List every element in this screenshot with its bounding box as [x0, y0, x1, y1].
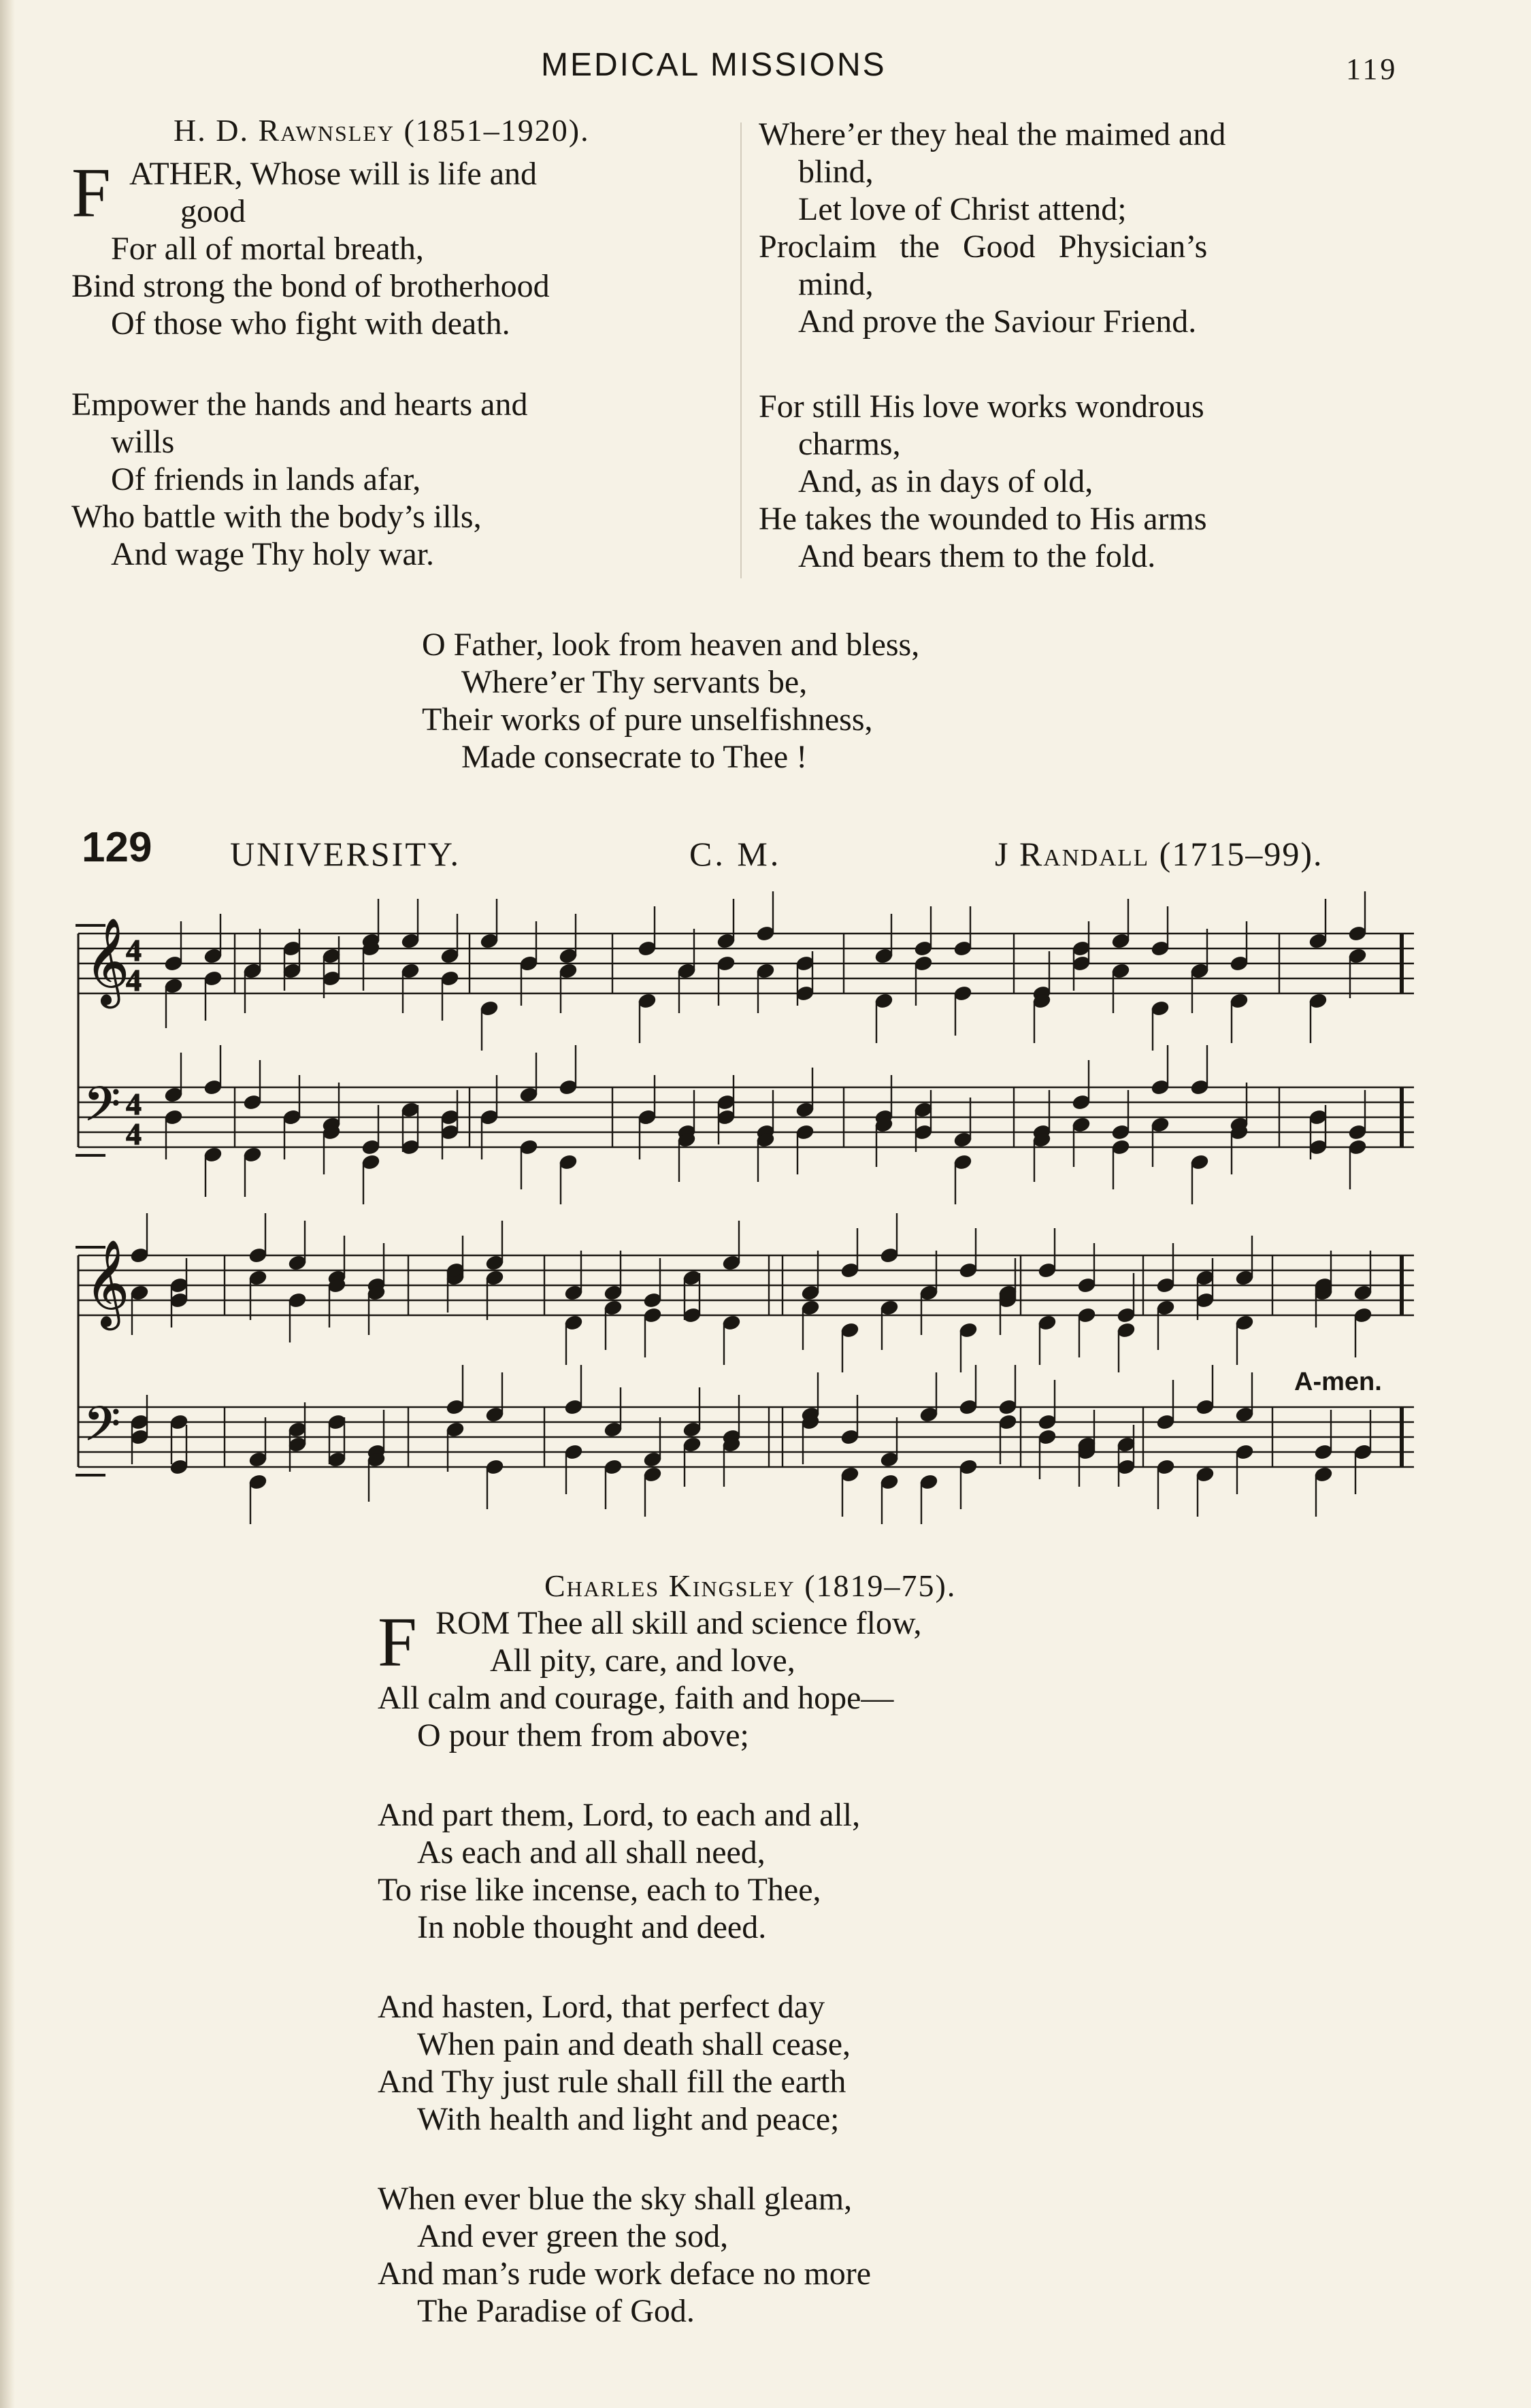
verse-line: And, as in days of old,	[798, 463, 1093, 499]
verse-line: For all of mortal breath,	[111, 231, 424, 267]
time-signature: 4	[126, 1087, 142, 1121]
verse-line: Their works of pure unselfishness,	[422, 702, 873, 738]
verse-line: Where’er Thy servants be,	[461, 664, 808, 700]
verse-line: ROM Thee all skill and science flow,	[435, 1605, 922, 1641]
verse-line: Made consecrate to Thee !	[461, 739, 808, 775]
amen-lyric: A-men.	[1294, 1368, 1382, 1396]
verse-line: All calm and courage, faith and hope—	[378, 1680, 894, 1716]
verse-line: And bears them to the fold.	[798, 538, 1156, 574]
tune-name: UNIVERSITY.	[230, 835, 461, 873]
verse-line: And man’s rude work deface no more	[378, 2256, 872, 2292]
verse-line: Let love of Christ attend;	[798, 191, 1127, 227]
time-signature: 4	[126, 963, 142, 997]
verse-line: good	[180, 193, 246, 229]
verse-line: And prove the Saviour Friend.	[798, 303, 1197, 340]
verse-line: wills	[111, 424, 175, 460]
verse-line: As each and all shall need,	[417, 1834, 766, 1870]
hymn-128-author: H. D. Rawnsley (1851–1920).	[174, 113, 590, 148]
hymn-129-stanza-2	[378, 1796, 956, 1946]
verse-line: Where’er they heal the maimed and	[759, 116, 1226, 152]
treble-clef: 𝄞	[85, 1239, 130, 1326]
meter: C. M.	[689, 835, 782, 873]
hymn-129-stanza-1	[378, 1604, 956, 1679]
verse-line: And ever green the sod,	[417, 2218, 729, 2254]
time-signature: 4	[126, 933, 142, 968]
hymn-129-text	[378, 1567, 956, 2330]
bass-clef: 𝄢	[84, 1396, 121, 1463]
verse-line: Of those who fight with death.	[111, 306, 510, 342]
verse-line: The Paradise of God.	[417, 2293, 695, 2329]
verse-line: blind,	[798, 154, 874, 190]
verse-line: And part them, Lord, to each and all,	[378, 1797, 861, 1833]
verse-line: With health and light and peace;	[417, 2101, 840, 2137]
hymn-129-stanza-3	[378, 1988, 956, 2138]
hymn-129-stanza-4	[378, 2180, 956, 2330]
verse-line: When ever blue the sky shall gleam,	[378, 2181, 853, 2217]
verse-line: And wage Thy holy war.	[111, 536, 435, 572]
verse-line: And Thy just rule shall fill the earth	[378, 2064, 846, 2100]
verse-line: For still His love works wondrous	[759, 389, 1204, 425]
bass-clef: 𝄢	[84, 1076, 121, 1143]
verse-line: In noble thought and deed.	[417, 1909, 767, 1945]
verse-line: ATHER, Whose will is life and	[129, 156, 538, 192]
verse-line: charms,	[798, 426, 901, 462]
verse-line: O Father, look from heaven and bless,	[422, 627, 920, 663]
verse-line: When pain and death shall cease,	[417, 2026, 851, 2062]
verse-line: Empower the hands and hearts and	[71, 386, 528, 423]
verse-line: Proclaim the Good Physician’s	[759, 229, 1208, 265]
verse-line: Who battle with the body’s ills,	[71, 499, 482, 535]
verse-line: Of friends in lands afar,	[111, 461, 421, 497]
verse-line: Bind strong the bond of brotherhood	[71, 268, 550, 304]
drop-cap: F	[71, 154, 111, 232]
drop-cap: F	[378, 1603, 417, 1681]
hymn-129-author: Charles Kingsley (1819–75).	[544, 1568, 957, 1603]
time-signature: 4	[126, 1117, 142, 1151]
verse-line: All pity, care, and love,	[490, 1643, 795, 1679]
verse-line: To rise like incense, each to Thee,	[378, 1872, 821, 1908]
hymn-number: 129	[82, 824, 152, 871]
page-number: 119	[1346, 52, 1398, 86]
treble-clef: 𝄞	[85, 917, 130, 1004]
verse-line: mind,	[798, 266, 874, 302]
running-title: MEDICAL MISSIONS	[541, 47, 887, 83]
composer: J Randall (1715–99).	[995, 835, 1323, 873]
verse-line: He takes the wounded to His arms	[759, 501, 1207, 537]
verse-line: And hasten, Lord, that perfect day	[378, 1989, 825, 2025]
verse-line: O pour them from above;	[417, 1717, 749, 1753]
